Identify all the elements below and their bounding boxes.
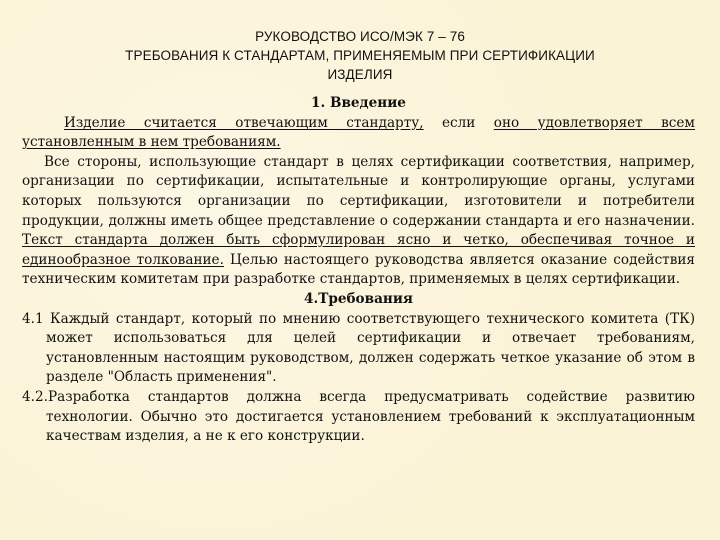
intro-paragraph-1-middle: если	[423, 114, 494, 131]
title-line-3: ИЗДЕЛИЯ	[327, 67, 393, 82]
intro-paragraph-2	[22, 153, 695, 290]
intro-paragraph-1	[22, 114, 695, 153]
slide-title	[60, 27, 660, 84]
title-line-2: ТРЕБОВАНИЯ К СТАНДАРТАМ, ПРИМЕНЯЕМЫМ ПРИ СЕРТИФИКАЦИИ	[125, 48, 595, 63]
underlined-text-requirement: Текст стандарта должен быть сформулирован ясно и четко, обеспечивая точное и единообразное толкование.	[22, 232, 695, 268]
section-4-heading: 4.Требования	[304, 290, 413, 307]
section-1-heading: 1. Введение	[311, 95, 406, 111]
slide-body	[22, 94, 695, 447]
underlined-requirement: оно удовлетворяет всем установленным в нем требованиям.	[22, 114, 695, 151]
intro-paragraph-2-end: Целью настоящего руководства является оказание содействия техническим комитетам при разработке стандартов, применяемых в целях сертификации.	[22, 251, 695, 288]
requirement-4-1: 4.1 Каждый стандарт, который по мнению соответствующего технического комитета (ТК) может использоваться для целей сертификации и отвечает требованиям, установленным настоящим руководством, должен содержать четкое указание об этом в разделе "Область применения".	[22, 310, 695, 386]
underlined-definition: Изделие считается отвечающим стандарту,	[64, 114, 424, 131]
requirement-4-2: 4.2.Разработка стандартов должна всегда предусматривать содействие развитию технологии. Обычно это достигается установлением требований к эксплуатационным качествам изделия, а не к его конструкции.	[22, 388, 695, 445]
intro-paragraph-2-start: Все стороны, использующие стандарт в целях сертификации соответствия, например, организации по сертификации, испытательные и контролирующие органы, услугами которых пользуются организации по сертификации, изготовители и потребители продукции, должны иметь общее представление о содержании стандарта и его назначении.	[22, 153, 695, 229]
title-line-1: РУКОВОДСТВО ИСО/МЭК 7 – 76	[255, 29, 465, 44]
